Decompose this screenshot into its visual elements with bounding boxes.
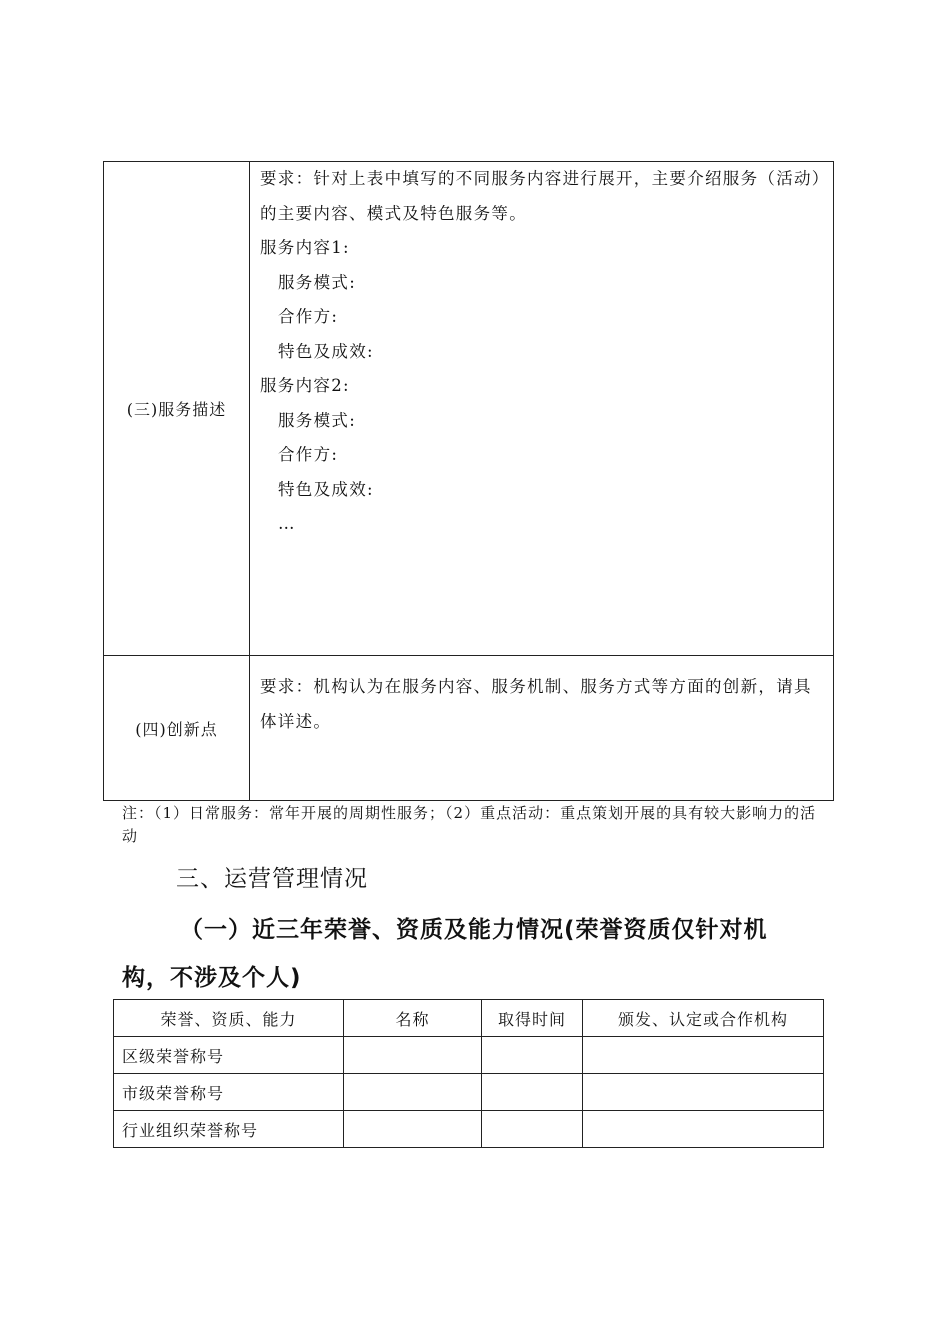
row-label-city: 市级荣誉称号 — [114, 1074, 344, 1111]
row-label-industry: 行业组织荣誉称号 — [114, 1111, 344, 1148]
cell-name[interactable] — [344, 1037, 482, 1074]
cell-date[interactable] — [482, 1037, 583, 1074]
service-item-2-partner: 合作方: — [278, 445, 339, 464]
innovation-row — [104, 656, 834, 801]
cell-issuer[interactable] — [583, 1074, 824, 1111]
service-ellipsis: … — [278, 514, 296, 533]
service-description-requirement: 要求：针对上表中填写的不同服务内容进行展开，主要介绍服务（活动）的主要内容、模式及特色服务等。 — [260, 169, 822, 223]
cell-issuer[interactable] — [583, 1037, 824, 1074]
service-item-1-mode: 服务模式: — [278, 272, 357, 292]
service-item-1-effect: 特色及成效: — [278, 341, 374, 361]
innovation-content[interactable] — [250, 656, 834, 801]
cell-date[interactable] — [482, 1074, 583, 1111]
section-title: 三、运营管理情况 — [176, 866, 368, 892]
subsection-title-line1: （一）近三年荣誉、资质及能力情况(荣誉资质仅针对机 — [180, 917, 768, 943]
honor-table-header — [114, 1000, 824, 1037]
cell-issuer[interactable] — [583, 1111, 824, 1148]
service-item-1-title: 服务内容1: — [260, 238, 350, 257]
honor-table — [113, 999, 824, 1148]
cell-date[interactable] — [482, 1111, 583, 1148]
service-item-2-effect: 特色及成效: — [278, 479, 374, 499]
service-description-label: (三)服务描述 — [104, 162, 250, 656]
innovation-requirement: 要求：机构认为在服务内容、服务机制、服务方式等方面的创新，请具体详述。 — [260, 677, 812, 731]
table-row — [114, 1074, 824, 1111]
service-description-table — [103, 161, 834, 801]
header-issuer: 颁发、认定或合作机构 — [583, 1000, 824, 1037]
table-note: 注：（1）日常服务：常年开展的周期性服务；（2）重点活动：重点策划开展的具有较大影响力的活动 — [122, 804, 817, 845]
subsection-title-line2: 构，不涉及个人) — [122, 965, 302, 991]
cell-name[interactable] — [344, 1074, 482, 1111]
header-name: 名称 — [344, 1000, 482, 1037]
header-date: 取得时间 — [482, 1000, 583, 1037]
service-item-2-title: 服务内容2: — [260, 376, 350, 395]
cell-name[interactable] — [344, 1111, 482, 1148]
service-item-1-partner: 合作方: — [278, 307, 339, 326]
table-row — [114, 1111, 824, 1148]
innovation-label: (四)创新点 — [104, 656, 250, 801]
service-description-content[interactable] — [250, 162, 834, 656]
header-honor-type: 荣誉、资质、能力 — [114, 1000, 344, 1037]
subsection-title — [122, 906, 827, 1002]
table-row — [114, 1037, 824, 1074]
row-label-district: 区级荣誉称号 — [114, 1037, 344, 1074]
service-description-row — [104, 162, 834, 656]
service-item-2-mode: 服务模式: — [278, 410, 357, 430]
